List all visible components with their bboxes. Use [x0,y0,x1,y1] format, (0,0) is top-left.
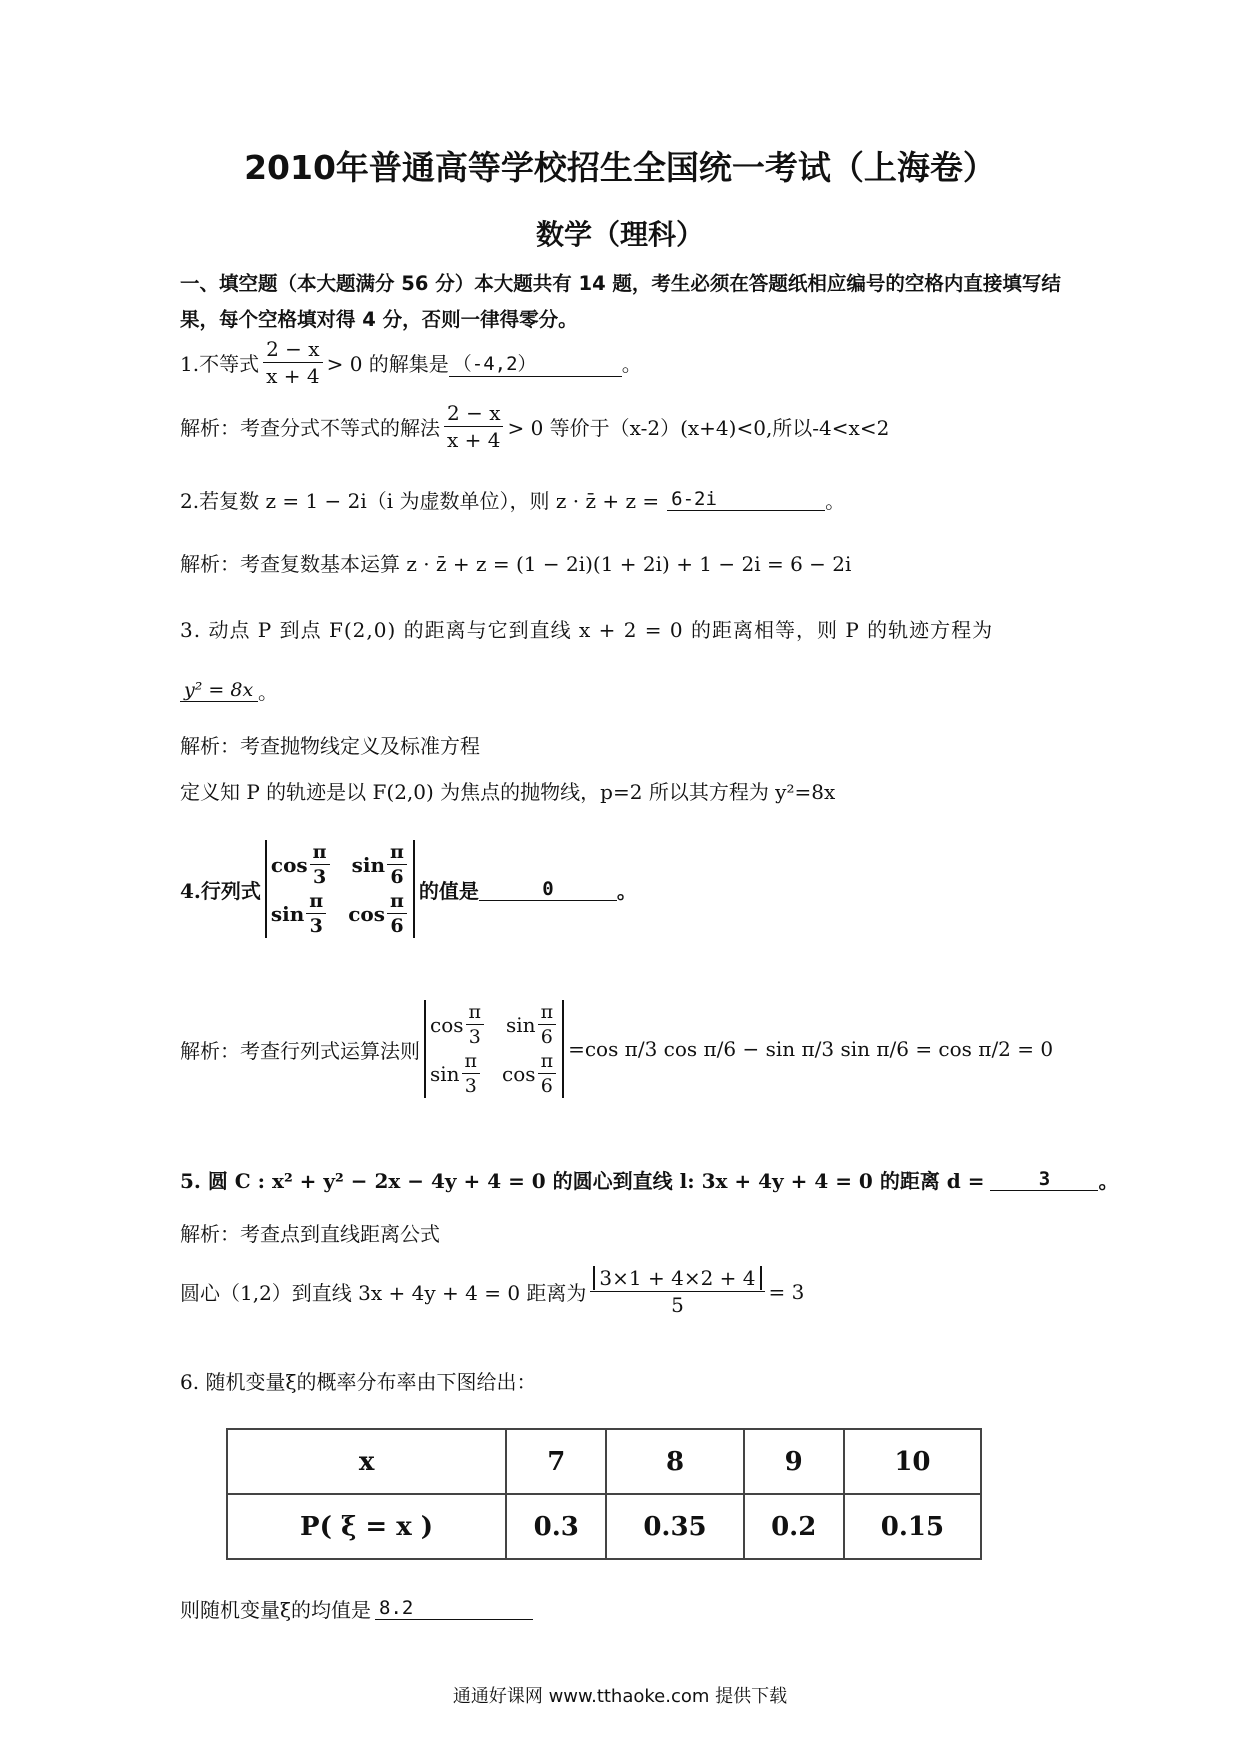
q4a-pi-over-6 [538,1000,557,1049]
q6-mean-text: 则随机变量ξ的均值是 [180,1598,372,1622]
q2-analysis: 解析：考查复数基本运算 z · z̄ + z = (1 − 2i)(1 + 2i) + 1 − 2i = 6 − 2i [180,552,852,576]
q5-answer: 3 [990,1168,1098,1191]
question-3: 3. 动点 P 到点 F(2,0) 的距离与它到直线 x + 2 = 0 的距离相等，则 P 的轨迹方程为 [180,618,994,642]
section-heading: 一、填空题（本大题满分 56 分）本大题共有 14 题，考生必须在答题纸相应编号的空格内直接填写结果，每个空格填对得 4 分，否则一律得零分。 [180,272,1061,331]
q5-analysis-fraction [590,1265,764,1318]
q4-suffix: 的值是 [418,878,479,903]
q1-answer: （-4,2） [449,349,622,377]
q4-cos-label: cos [348,901,385,926]
q1-condition: > 0 的解集是 [326,352,449,376]
q3-analysis-line2: 定义知 P 的轨迹是以 F(2,0) 为焦点的抛物线，p=2 所以其方程为 y²=8x [180,780,836,804]
q4-analysis-rhs: =cos π/3 cos π/6 − sin π/3 sin π/6 = cos π/2 = 0 [568,1037,1054,1061]
q2-text: 2.若复数 z = 1 − 2i（i 为虚数单位），则 z · z̄ + z = [180,489,660,513]
page-subtitle: 数学（理科） [535,218,704,251]
q4-cos-label: cos [270,852,308,877]
question-1 [180,336,642,389]
q4-determinant [265,840,415,938]
table-header-row [227,1429,981,1494]
q1-fraction [263,336,322,389]
q4-det-row-2 [271,889,409,938]
page-title: 2010年普通高等学校招生全国统一考试（上海卷） [244,148,996,187]
q4a-cell-11 [430,1000,486,1049]
q2-answer: 6-2i [667,488,825,511]
q5-analysis-suffix: = 3 [768,1279,805,1304]
table-cell: 0.15 [844,1494,981,1559]
q3-answer-line [180,676,278,705]
q4a-pi: π [466,1000,485,1025]
q4-pi: π [387,840,407,865]
q5-analysis-prefix: 圆心（1,2）到直线 3x + 4y + 4 = 0 距离为 [180,1281,587,1305]
q1-prefix: 1.不等式 [180,352,260,376]
q4-sin-label: sin [351,852,385,877]
q4a-pi-over-6 [538,1049,557,1098]
q4a-pi-over-3 [466,1000,485,1049]
q4a-den-6: 6 [540,1075,553,1097]
q4a-cell-12 [506,1000,558,1049]
q1-analysis-frac-den: x + 4 [447,428,501,452]
page-footer: 通通好课网 www.tthaoke.com 提供下载 [452,1686,788,1707]
q4-sin-label: sin [270,901,305,926]
q4a-pi: π [538,1049,557,1074]
q4a-det-row-1 [430,1000,558,1049]
q5-analysis-frac-num [590,1265,764,1292]
q4-pi-over-3 [306,889,326,938]
q4-end: 。 [616,878,637,903]
q4-den-3: 3 [313,866,327,888]
q4-den-6: 6 [390,866,404,888]
q3-end: 。 [258,680,278,704]
q5-end: 。 [1098,1169,1119,1193]
q1-analysis-prefix: 解析：考查分式不等式的解法 [180,416,440,440]
q4-cell-11 [271,840,332,889]
q4-den-3: 3 [309,915,323,937]
q4a-cell-22 [502,1049,558,1098]
q4-analysis-determinant [424,1000,564,1098]
q3-analysis-line1: 解析：考查抛物线定义及标准方程 [180,734,480,758]
q4a-den-3: 3 [464,1075,477,1097]
q1-analysis-suffix: > 0 等价于（x-2）(x+4)<0,所以-4<x<2 [507,416,890,440]
q4-analysis [180,1000,1053,1098]
q4-pi-over-6 [387,840,407,889]
table-cell: P( ξ = x ) [227,1494,506,1559]
table-cell: 8 [606,1429,743,1494]
question-4 [180,840,637,938]
q4-cell-12 [352,840,409,889]
question-6: 6. 随机变量ξ的概率分布率由下图给出： [180,1370,537,1394]
probability-table [226,1428,982,1560]
q5-text: 5. 圆 C : x² + y² − 2x − 4y + 4 = 0 的圆心到直线 l: 3x + 4y + 4 = 0 的距离 d = [180,1169,985,1193]
q4a-cos-label: cos [430,1012,464,1037]
table-cell: 9 [744,1429,844,1494]
q4-answer: 0 [479,878,617,901]
q1-frac-den: x + 4 [266,364,320,388]
q5-analysis-line2 [180,1265,804,1318]
q4a-sin-label: sin [430,1061,460,1086]
q5-analysis-frac-den: 5 [671,1293,684,1317]
q1-analysis [180,400,889,453]
q1-analysis-fraction [444,400,503,453]
q4-analysis-prefix: 解析：考查行列式运算法则 [180,1038,420,1063]
q6-mean-line [180,1594,533,1623]
table-row [227,1494,981,1559]
table-cell: x [227,1429,506,1494]
q4-pi: π [306,889,326,914]
question-2 [180,485,845,514]
q6-answer: 8.2 [375,1597,533,1620]
q4-pi-over-6 [387,889,407,938]
q4a-cos-label: cos [502,1061,536,1086]
table-cell: 0.2 [744,1494,844,1559]
q1-analysis-frac-num: 2 − x [444,400,503,427]
table-cell: 0.35 [606,1494,743,1559]
q4-pi: π [310,840,330,865]
q4a-pi: π [462,1049,481,1074]
q4-cell-22 [348,889,409,938]
table-cell: 10 [844,1429,981,1494]
question-5 [180,1165,1118,1194]
q4-prefix: 4.行列式 [180,878,261,903]
q1-frac-num: 2 − x [263,336,322,363]
q4a-pi: π [538,1000,557,1025]
q4a-den-3: 3 [468,1026,481,1048]
q4-den-6: 6 [390,915,404,937]
q4a-den-6: 6 [540,1026,553,1048]
q4-pi-over-3 [310,840,330,889]
q4a-det-row-2 [430,1049,558,1098]
q5-abs-expression: 3×1 + 4×2 + 4 [593,1266,761,1290]
table-cell: 7 [506,1429,606,1494]
q1-end: 。 [621,352,642,376]
q4-cell-21 [271,889,328,938]
q4-pi: π [387,889,407,914]
q4a-cell-21 [430,1049,482,1098]
q4-det-row-1 [271,840,409,889]
q4a-pi-over-3 [462,1049,481,1098]
q4a-sin-label: sin [506,1012,536,1037]
q2-end: 。 [825,489,846,513]
table-cell: 0.3 [506,1494,606,1559]
q5-analysis-line1: 解析：考查点到直线距离公式 [180,1222,440,1246]
q3-answer: y² = 8x [180,679,258,702]
